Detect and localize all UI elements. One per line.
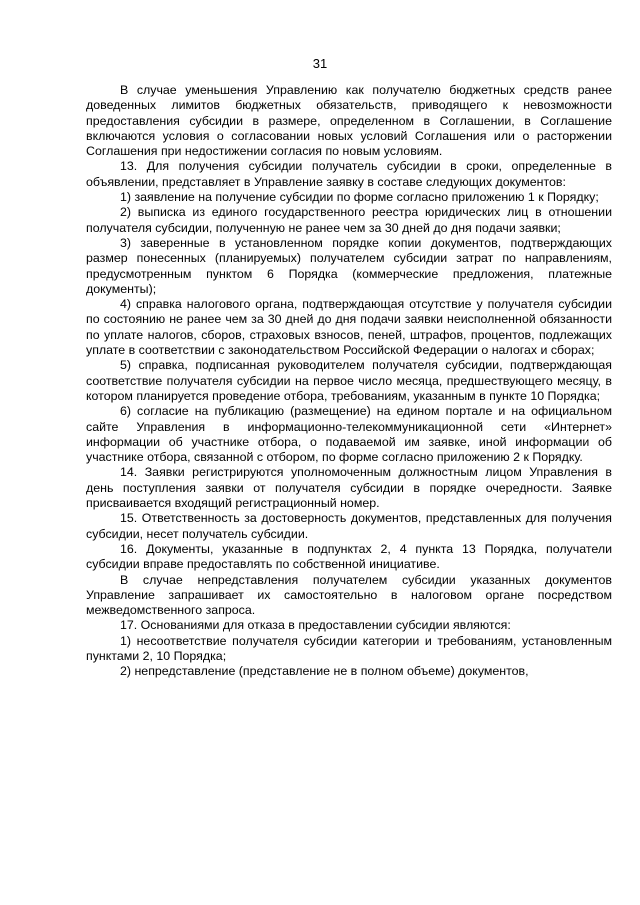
list-item-13-1: 1) заявление на получение субсидии по форме согласно приложению 1 к Порядку; — [120, 190, 599, 205]
page-number: 31 — [312, 56, 328, 71]
paragraph-16-note: В случае непредставления получателем субсидии указанных документов Управление запрашивает их самостоятельно в налоговом органе посредством межведомственного запроса. — [86, 572, 612, 618]
paragraph-16: 16. Документы, указанные в подпунктах 2, 4 пункта 13 Порядка, получатели субсидии вправе предоставлять по собственной инициативе. — [86, 541, 612, 572]
list-item-17-2: 2) непредставление (представление не в полном объеме) документов, — [120, 664, 529, 679]
paragraph-budget-limits: В случае уменьшения Управлению как получателю бюджетных средств ранее доведенных лимитов бюджетных обязательств, приводящего к невозможности предоставления субсидии в размере, определенном в Соглашении, в Соглашение включаются условия о согласовании новых условий Соглашения или о расторжении Соглашения при недостижении согласия по новым условиям. — [86, 83, 612, 159]
paragraph-17: 17. Основаниями для отказа в предоставлении субсидии являются: — [120, 618, 511, 633]
list-item-13-4: 4) справка налогового органа, подтверждающая отсутствие у получателя субсидии по состоянию не ранее чем за 30 дней до дня подачи заявки неисполненной обязанности по уплате налогов, сборов, страховых взносов, пеней, штрафов, процентов, подлежащих уплате в соответствии с законодательством Российской Федерации о налогах и сборах; — [86, 297, 612, 358]
list-item-13-5: 5) справка, подписанная руководителем получателя субсидии, подтверждающая соответствие получателя субсидии на первое число месяца, предшествующего месяцу, в котором планируется проведение отбора, требованиям, указанным в пункте 10 Порядка; — [86, 358, 612, 403]
list-item-13-3: 3) заверенные в установленном порядке копии документов, подтверждающих размер понесенных (планируемых) получателем субсидии затрат по направлениям, предусмотренным пунктом 6 Порядка (коммерческие предложения, платежные документы); — [86, 235, 612, 296]
list-item-17-1: 1) несоответствие получателя субсидии категории и требованиям, установленным пунктами 2, 10 Порядка; — [86, 633, 612, 663]
paragraph-15: 15. Ответственность за достоверность документов, представленных для получения субсидии, несет получатель субсидии. — [86, 511, 612, 541]
document-body — [86, 83, 612, 680]
list-item-13-2: 2) выписка из единого государственного реестра юридических лиц в отношении получателя субсидии, полученную не ранее чем за 30 дней до дня подачи заявки; — [86, 205, 612, 235]
paragraph-14: 14. Заявки регистрируются уполномоченным должностным лицом Управления в день поступления заявки от получателя субсидии в порядке очередности. Заявке присваивается входящий регистрационный номер. — [86, 465, 612, 511]
paragraph-13: 13. Для получения субсидии получатель субсидии в сроки, определенные в объявлении, представляет в Управление заявку в составе следующих документов: — [86, 159, 612, 189]
list-item-13-6: 6) согласие на публикацию (размещение) на едином портале и на официальном сайте Управления в информационно-телекоммуникационной сети «Интернет» информации об участнике отбора, о подаваемой им заявке, иной информации об участнике отбора, связанной с отбором, по форме согласно приложению 2 к Порядку. — [86, 404, 612, 465]
